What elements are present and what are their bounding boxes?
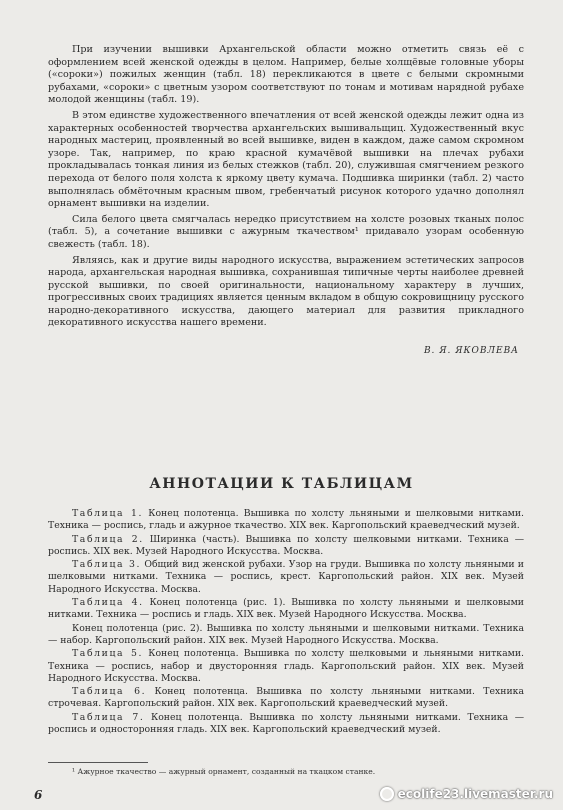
paragraph: Являясь, как и другие виды народного искусства, выражением эстетических запросов народа, архангельская народная вышивка, сохранившая типичные черты наиболее древней русской вышивки, по своей оригинальности, национальному характеру в лучших, прогрессивных своих традициях является ценным вкладом в общую сокровищницу русского народно-декоративного искусства, дающего материал для развития прикладного декоративного искусства нашего времени.: [48, 254, 524, 329]
annotation-text: Конец полотенца (рис. 2). Вышивка по холсту льняными и шелковыми нитками. Техника — набор. Каргопольский район. XIX век. Музей Народного Искусства. Москва.: [48, 622, 524, 646]
author-signature: В. Я. ЯКОВЛЕВА: [423, 346, 519, 356]
watermark: [380, 787, 553, 801]
annotation-label: Таблица 3.: [72, 559, 142, 571]
annotation-label: Таблица 2.: [72, 533, 144, 545]
annotation-item: [48, 686, 524, 711]
footnote: ¹ Ажурное ткачество — ажурный орнамент, созданный на ткацком станке.: [72, 767, 376, 776]
annotation-text: Конец полотенца (рис. 1). Вышивка по холсту льняными и шелковыми нитками. Техника — роспись и гладь. XIX век. Музей Народного Искусства. Москва.: [48, 597, 524, 621]
page-number: 6: [34, 788, 43, 802]
annotation-item: [48, 559, 524, 596]
annotation-text: Конец полотенца. Вышивка по холсту шелковыми и льняными нитками. Техника — роспись, набор и двусторонняя гладь. Каргопольский район. XIX век. Музей Народного Искусства. Москва.: [48, 648, 524, 684]
annotation-item: [48, 508, 524, 533]
section-title: АННОТАЦИИ К ТАБЛИЦАМ: [149, 476, 414, 492]
paragraph: При изучении вышивки Архангельской области можно отметить связь её с оформлением всей женской одежды в целом. Например, белые холщёвые головные уборы («сороки») пожилых женщин (табл. 18) перекликаются в цвете с белыми скромными рубахами, «сороки» с цветным узором соответствуют по тонам и мотивам нарядной рубахе молодой женщины (табл. 19).: [48, 44, 524, 106]
annotation-item: [48, 597, 524, 622]
watermark-logo-icon: [380, 787, 394, 801]
watermark-text: ecolife23.livemaster.ru: [397, 787, 553, 801]
annotation-item: [48, 648, 524, 685]
annotation-label: Таблица 1.: [72, 508, 144, 519]
annotation-item: [48, 712, 524, 737]
annotation-label: Таблица 5.: [72, 648, 144, 660]
annotation-text: Конец полотенца. Вышивка по холсту льняными и шелковыми нитками. Техника — роспись, гладь и ажурное ткачество. XIX век. Каргопольский краеведческий музей.: [48, 508, 524, 532]
body-text: [48, 44, 524, 333]
annotation-label: Таблица 6.: [72, 686, 147, 698]
annotation-text: Конец полотенца. Вышивка по холсту льняными нитками. Техника — роспись и односторонняя гладь. XIX век. Каргопольский краеведческий музей.: [48, 711, 525, 736]
annotation-label: Таблица 7.: [72, 711, 145, 723]
annotation-text: Конец полотенца. Вышивка по холсту льняными нитками. Техника строчевая. Каргопольский район. XIX век. Каргопольский краеведческий музей.: [48, 686, 524, 710]
paragraph: В этом единстве художественного впечатления от всей женской одежды лежит одна из характерных особенностей творчества архангельских вышивальщиц. Художественный вкус народных мастериц, проявленный во всей вышивке, виден в каждом, даже самом скромном узоре. Так, например, по краю красной кумачёвой вышивки на плечах рубахи прокладывалась тонкая линия из белых стежков (табл. 20), служившая смягчением резкого перехода от белого поля холста к яркому цвету кумача. Подшивка ширинки (табл. 2) часто выполнялась обмёточным красным швом, гребенчатый рисунок которого удачно дополнял орнамент вышивки на изделии.: [48, 109, 524, 210]
annotations-list: [48, 508, 524, 737]
annotation-item: [48, 623, 524, 648]
annotation-label: Таблица 4.: [72, 597, 144, 609]
footnote-divider: [48, 762, 148, 763]
annotation-text: Общий вид женской рубахи. Узор на груди. Вышивка по холсту льняными и шелковыми нитками. Техника — роспись, крест. Каргопольский район. XIX век. Музей Народного Искусства. Москва.: [48, 559, 525, 595]
annotation-item: [48, 534, 524, 559]
paragraph: Сила белого цвета смягчалась нередко присутствием на холсте розовых тканых полос (табл. 5), а сочетание вышивки с ажурным ткачеством¹ придавало узорам особенную свежесть (табл. 18).: [48, 213, 524, 250]
annotation-text: Ширинка (часть). Вышивка по холсту шелковыми нитками. Техника — роспись. XIX век. Музей Народного Искусства. Москва.: [48, 533, 524, 557]
